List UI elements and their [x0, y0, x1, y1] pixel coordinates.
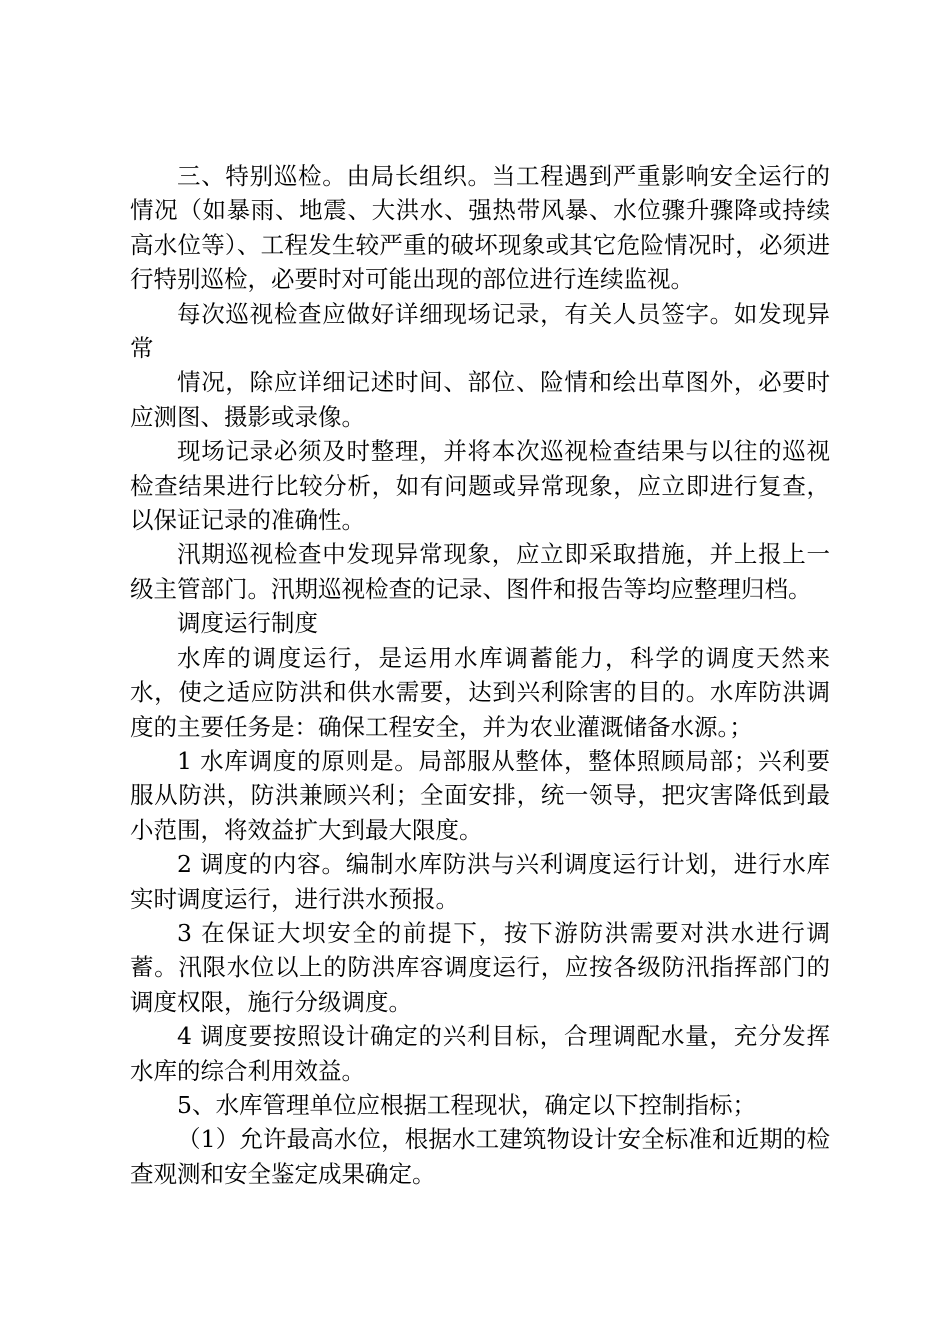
paragraph-record-organize: 现场记录必须及时整理，并将本次巡视检查结果与以往的巡视检查结果进行比较分析，如有问题或异常现象，应立即进行复查，以保证记录的准确性。 — [130, 437, 830, 535]
paragraph-dispatch-principle: 1 水库调度的原则是。局部服从整体，整体照顾局部；兴利要服从防洪，防洪兼顾兴利；全面安排，统一领导，把灾害降低到最小范围，将效益扩大到最大限度。 — [130, 746, 830, 844]
paragraph-record-signature: 每次巡视检查应做好详细现场记录，有关人员签字。如发现异常 — [130, 299, 830, 363]
paragraph-dispatch-content: 2 调度的内容。编制水库防洪与兴利调度运行计划，进行水库实时调度运行，进行洪水预报。 — [130, 850, 830, 913]
paragraph-water-allocation: 4 调度要按照设计确定的兴利目标，合理调配水量，充分发挥水库的综合利用效益。 — [130, 1022, 830, 1085]
paragraph-dispatch-intro: 水库的调度运行，是运用水库调蓄能力，科学的调度天然来水，使之适应防洪和供水需要，达到兴利除害的目的。水库防洪调度的主要任务是：确保工程安全，并为农业灌溉储备水源。； — [130, 643, 830, 741]
paragraph-flood-regulation: 3 在保证大坝安全的前提下，按下游防洪需要对洪水进行调蓄。汛限水位以上的防洪库容调度运行，应按各级防汛指挥部门的调度权限，施行分级调度。 — [130, 918, 830, 1016]
paragraph-special-inspection: 三、特别巡检。由局长组织。当工程遇到严重影响安全运行的情况（如暴雨、地震、大洪水、强热带风暴、水位骤升骤降或持续高水位等）、工程发生较严重的破坏现象或其它危险情况时，必须进行特别巡检，必要时对可能出现的部位进行连续监视。 — [130, 162, 830, 294]
document-page — [130, 159, 830, 1191]
section-heading-dispatch-system: 调度运行制度 — [177, 609, 318, 638]
paragraph-flood-season-inspection: 汛期巡视检查中发现异常现象，应立即采取措施，并上报上一级主管部门。汛期巡视检查的记录、图件和报告等均应整理归档。 — [130, 540, 830, 603]
paragraph-control-indicators: 5、水库管理单位应根据工程现状，确定以下控制指标； — [177, 1090, 756, 1119]
paragraph-abnormal-details: 情况，除应详细记述时间、部位、险情和绘出草图外，必要时应测图、摄影或录像。 — [130, 368, 830, 431]
paragraph-max-water-level: （1）允许最高水位，根据水工建筑物设计安全标准和近期的检查观测和安全鉴定成果确定。 — [130, 1125, 830, 1188]
